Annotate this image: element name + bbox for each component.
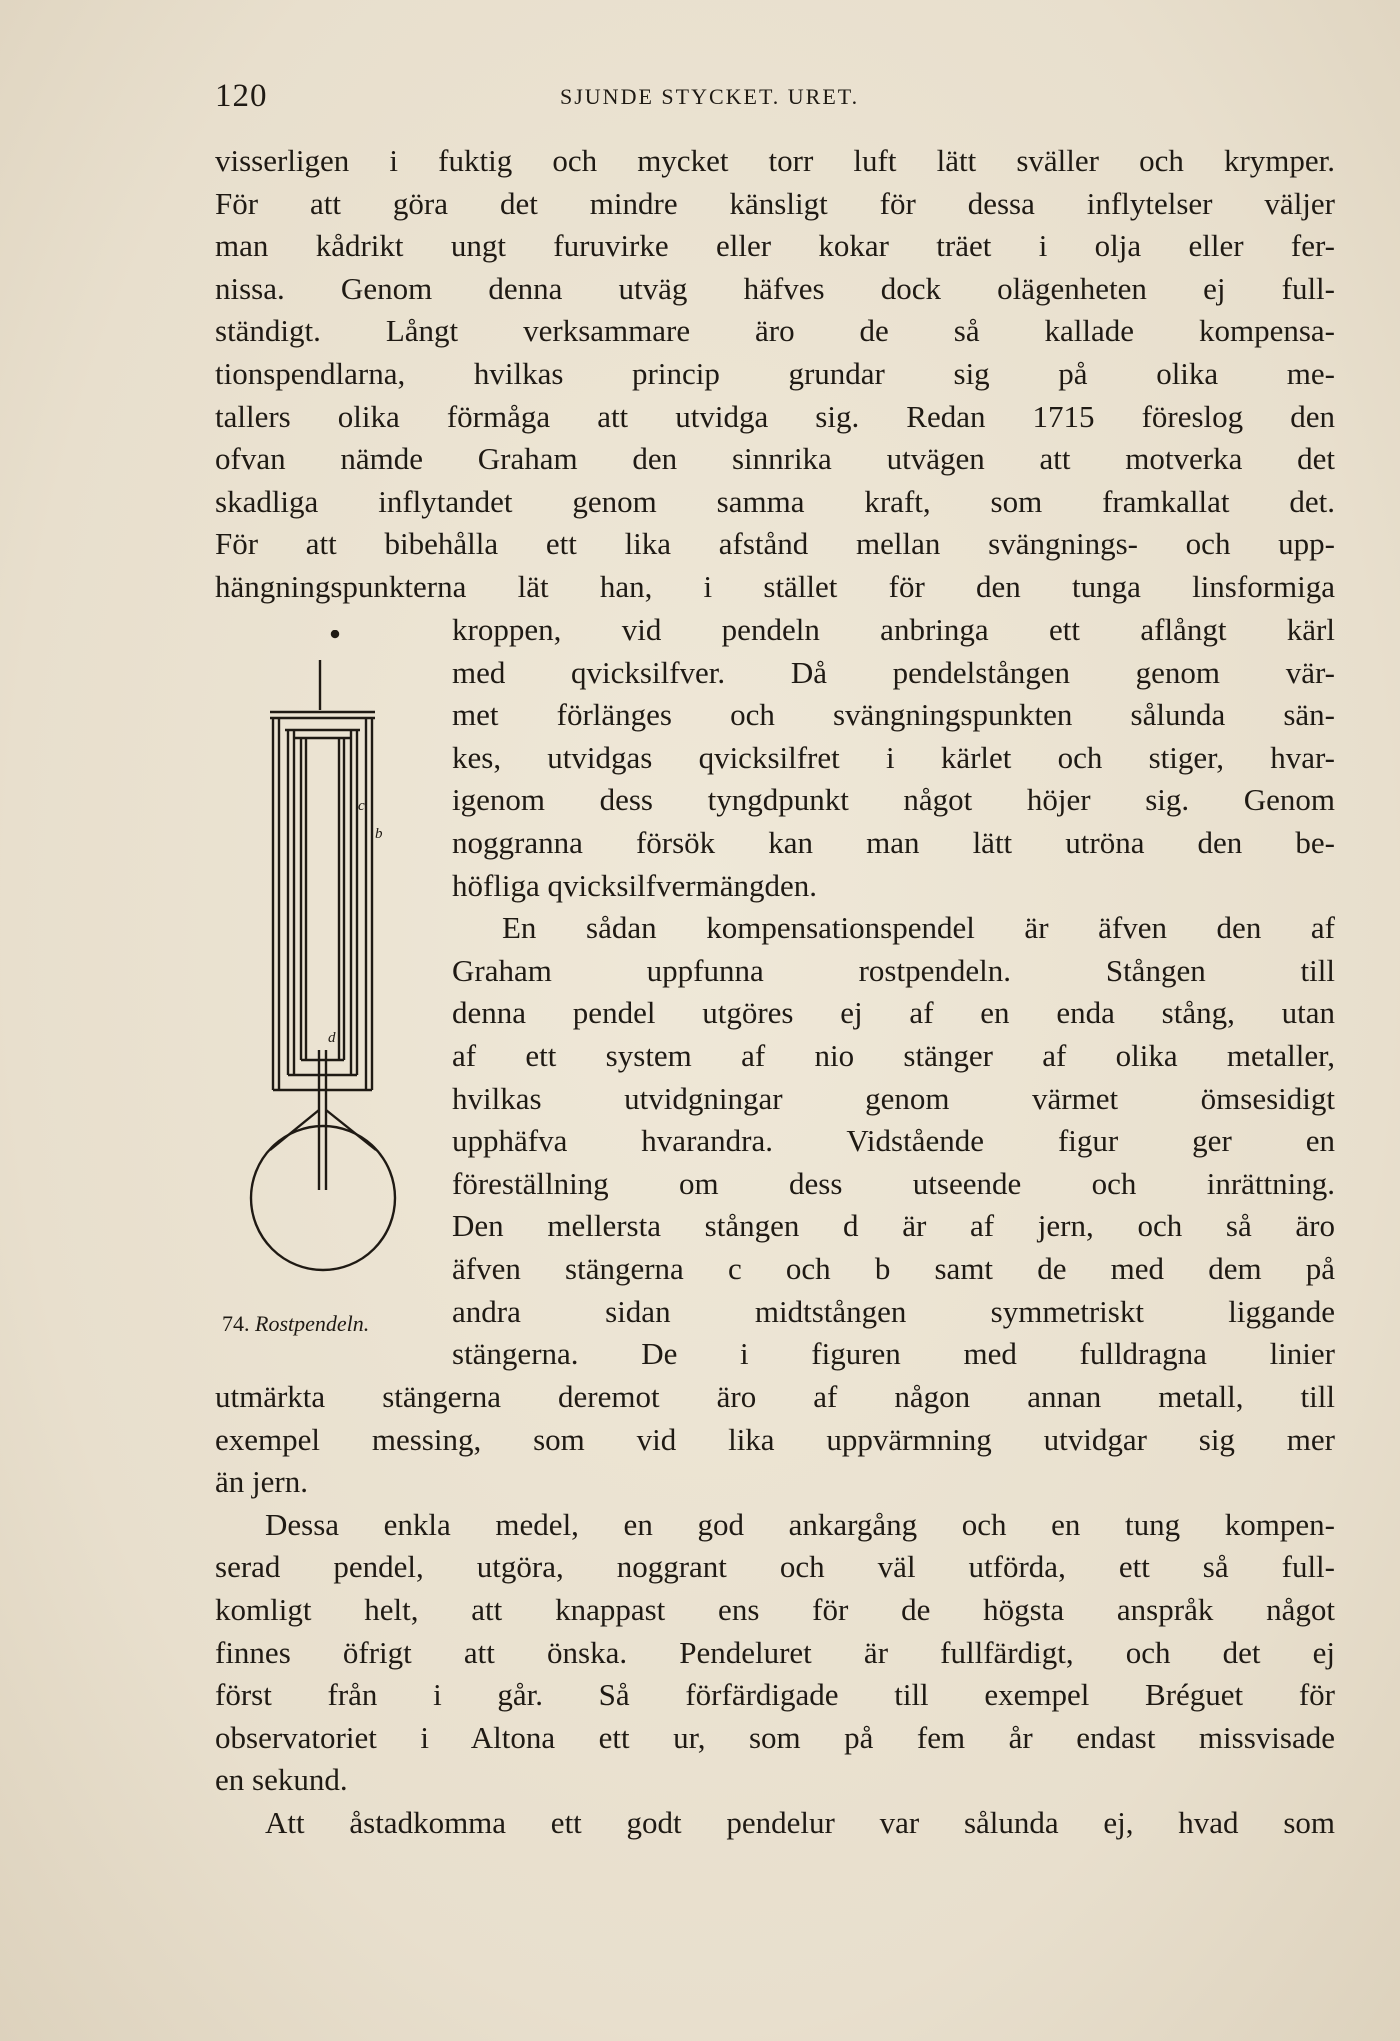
text-line: En sådan kompensationspendel är äfven den af xyxy=(502,910,1335,946)
text-line: upphäfva hvarandra. Vidstående figur ger en xyxy=(452,1123,1335,1159)
text-line: noggranna försök kan man lätt utröna den be- xyxy=(452,824,1335,860)
figure-title: Rostpendeln. xyxy=(255,1311,370,1336)
text-line: observatoriet i Altona ett ur, som på fem år endast missvisade xyxy=(215,1719,1335,1755)
text-line: visserligen i fuktig och mycket torr luft lätt sväller och krymper. xyxy=(215,143,1335,178)
text-line: af ett system af nio stänger af olika metaller, xyxy=(452,1037,1335,1073)
text-line: än jern. xyxy=(215,1464,308,1500)
paragraph-block-1 xyxy=(215,140,1335,609)
paragraph-block-2 xyxy=(452,609,1335,1376)
text-line: föreställning om dess utseende och inrättning. xyxy=(452,1165,1335,1201)
text-line: serad pendel, utgöra, noggrant och väl utförda, ett så full- xyxy=(215,1549,1335,1585)
text-line: skadliga inflytandet genom samma kraft, som framkallat det. xyxy=(215,483,1335,519)
text-line: För att göra det mindre känsligt för dessa inflytelser väljer xyxy=(215,185,1335,221)
text-line: igenom dess tyngdpunkt något höjer sig. Genom xyxy=(452,782,1335,818)
paragraph-block-3 xyxy=(215,1376,1335,1845)
text-line: först från i går. Så förfärdigade till exempel Bréguet för xyxy=(215,1677,1335,1713)
text-line: exempel messing, som vid lika uppvärmning utvidgar sig mer xyxy=(215,1421,1335,1457)
figure-label-b: b xyxy=(375,826,383,842)
text-line: man kådrikt ungt furuvirke eller kokar träet i olja eller fer- xyxy=(215,228,1335,264)
text-line: komligt helt, att knappast ens för de högsta anspråk något xyxy=(215,1591,1335,1627)
figure-label-c: c xyxy=(358,798,365,814)
page-header xyxy=(215,78,1335,118)
text-line: kroppen, vid pendeln anbringa ett aflångt kärl xyxy=(452,612,1335,647)
text-line: ofvan nämde Graham den sinnrika utvägen att motverka det xyxy=(215,441,1335,477)
text-line: Den mellersta stången d är af jern, och så äro xyxy=(452,1208,1335,1244)
text-line: med qvicksilfver. Då pendelstången genom vär- xyxy=(452,654,1335,690)
figure-label-d: d xyxy=(328,1030,336,1046)
text-line: Graham uppfunna rostpendeln. Stången till xyxy=(452,952,1335,988)
text-line: tallers olika förmåga att utvidga sig. Redan 1715 föreslog den xyxy=(215,398,1335,434)
text-line: För att bibehålla ett lika afstånd mellan svängnings- och upp- xyxy=(215,526,1335,562)
figure-number: 74. xyxy=(222,1311,250,1336)
gridiron-pendulum-drawing xyxy=(215,630,435,1330)
text-line: äfven stängerna c och b samt de med dem på xyxy=(452,1250,1335,1286)
text-line: tionspendlarna, hvilkas princip grundar sig på olika me- xyxy=(215,355,1335,391)
figure-caption xyxy=(222,1311,369,1337)
page-number: 120 xyxy=(215,78,268,114)
text-line: höfliga qvicksilfvermängden. xyxy=(452,867,818,903)
text-line: utmärkta stängerna deremot äro af någon annan metall, till xyxy=(215,1379,1335,1414)
text-line: ständigt. Långt verksammare äro de så kallade kompensa- xyxy=(215,313,1335,349)
text-line: hvilkas utvidgningar genom värmet ömsesidigt xyxy=(452,1080,1335,1116)
text-line: finnes öfrigt att önska. Pendeluret är fullfärdigt, och det ej xyxy=(215,1634,1335,1670)
text-line: nissa. Genom denna utväg häfves dock olägenheten ej full- xyxy=(215,270,1335,306)
text-line: andra sidan midtstången symmetriskt liggande xyxy=(452,1293,1335,1329)
running-title: SJUNDE STYCKET. URET. xyxy=(560,84,860,109)
text-line: Att åstadkomma ett godt pendelur var sålunda ej, hvad som xyxy=(265,1804,1335,1840)
text-line: denna pendel utgöres ej af en enda stång, utan xyxy=(452,995,1335,1031)
text-line: stängerna. De i figuren med fulldragna linier xyxy=(452,1336,1335,1372)
text-line: en sekund. xyxy=(215,1762,348,1798)
text-line: Dessa enkla medel, en god ankargång och en tung kompen- xyxy=(265,1506,1335,1542)
text-line: hängningspunkterna lät han, i stället för den tunga linsformiga xyxy=(215,568,1335,604)
text-line: met förlänges och svängningspunkten sålunda sän- xyxy=(452,697,1335,733)
gridiron-pendulum-figure xyxy=(215,630,435,1330)
text-line: kes, utvidgas qvicksilfret i kärlet och stiger, hvar- xyxy=(452,739,1335,775)
